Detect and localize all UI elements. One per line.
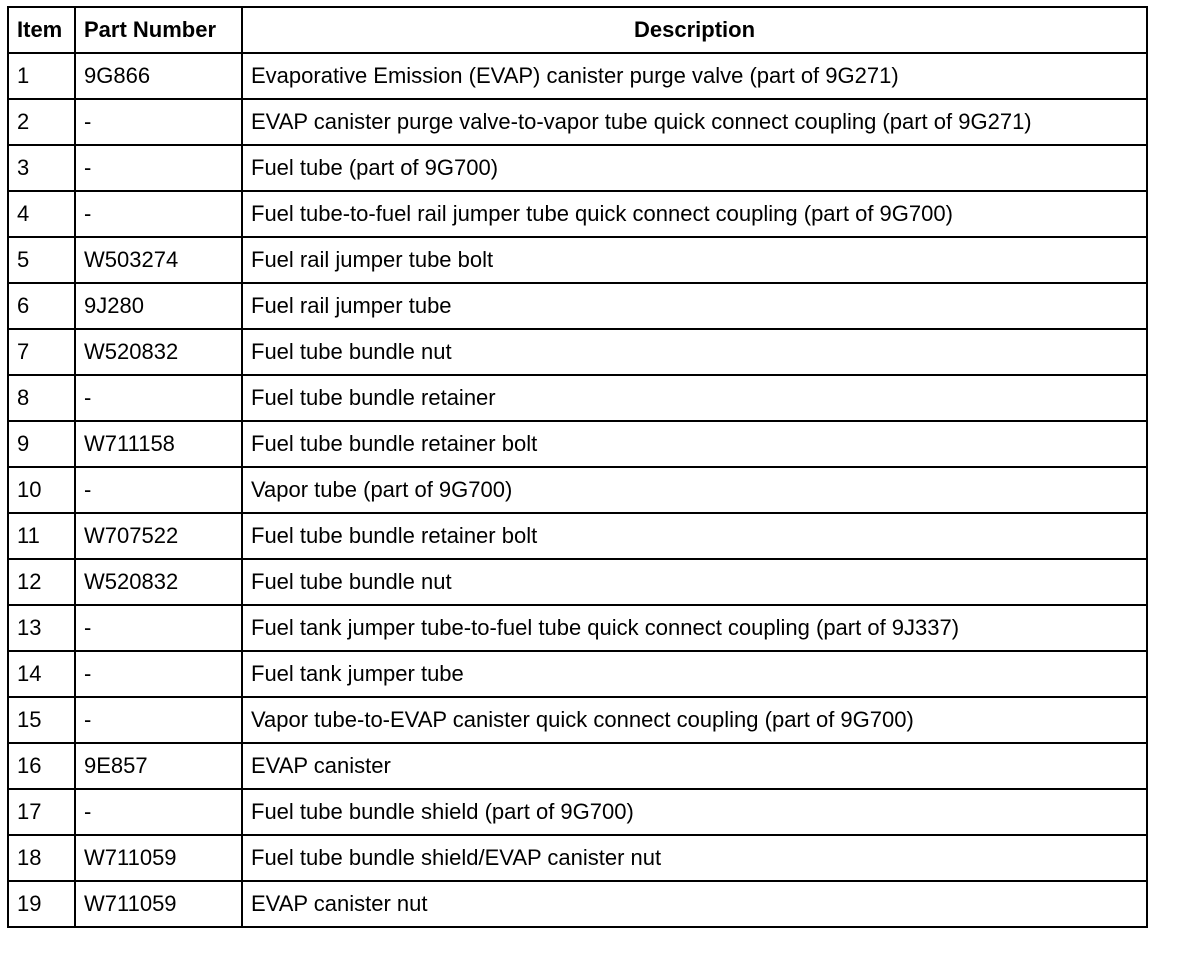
table-row bbox=[8, 375, 1147, 421]
part-number-cell: - bbox=[75, 651, 242, 697]
table-row bbox=[8, 513, 1147, 559]
table-row bbox=[8, 835, 1147, 881]
item-cell: 19 bbox=[8, 881, 75, 927]
table-row bbox=[8, 237, 1147, 283]
table-row bbox=[8, 53, 1147, 99]
item-cell: 2 bbox=[8, 99, 75, 145]
item-cell: 17 bbox=[8, 789, 75, 835]
description-cell: Fuel tube bundle nut bbox=[242, 559, 1147, 605]
item-cell: 5 bbox=[8, 237, 75, 283]
description-cell: Fuel tank jumper tube-to-fuel tube quick connect coupling (part of 9J337) bbox=[242, 605, 1147, 651]
header-item: Item bbox=[8, 7, 75, 53]
description-cell: Fuel tube bundle retainer bolt bbox=[242, 421, 1147, 467]
description-cell: Fuel rail jumper tube bolt bbox=[242, 237, 1147, 283]
table-row bbox=[8, 651, 1147, 697]
table-row bbox=[8, 467, 1147, 513]
description-cell: Fuel tube bundle retainer bolt bbox=[242, 513, 1147, 559]
table-body bbox=[8, 53, 1147, 927]
part-number-cell: - bbox=[75, 697, 242, 743]
part-number-cell: 9G866 bbox=[75, 53, 242, 99]
table-row bbox=[8, 421, 1147, 467]
table-row bbox=[8, 191, 1147, 237]
description-cell: Vapor tube (part of 9G700) bbox=[242, 467, 1147, 513]
table-row bbox=[8, 881, 1147, 927]
description-cell: Fuel tube bundle retainer bbox=[242, 375, 1147, 421]
description-cell: EVAP canister bbox=[242, 743, 1147, 789]
description-cell: Fuel tube (part of 9G700) bbox=[242, 145, 1147, 191]
part-number-cell: - bbox=[75, 375, 242, 421]
part-number-cell: 9E857 bbox=[75, 743, 242, 789]
part-number-cell: W520832 bbox=[75, 559, 242, 605]
table-row bbox=[8, 605, 1147, 651]
table-row bbox=[8, 789, 1147, 835]
description-cell: Fuel tank jumper tube bbox=[242, 651, 1147, 697]
item-cell: 4 bbox=[8, 191, 75, 237]
description-cell: EVAP canister nut bbox=[242, 881, 1147, 927]
part-number-cell: - bbox=[75, 145, 242, 191]
item-cell: 11 bbox=[8, 513, 75, 559]
item-cell: 10 bbox=[8, 467, 75, 513]
description-cell: Fuel rail jumper tube bbox=[242, 283, 1147, 329]
description-cell: Evaporative Emission (EVAP) canister purge valve (part of 9G271) bbox=[242, 53, 1147, 99]
item-cell: 14 bbox=[8, 651, 75, 697]
part-number-cell: W711059 bbox=[75, 835, 242, 881]
table-row bbox=[8, 559, 1147, 605]
item-cell: 7 bbox=[8, 329, 75, 375]
part-number-cell: W711059 bbox=[75, 881, 242, 927]
header-description: Description bbox=[242, 7, 1147, 53]
table-row bbox=[8, 743, 1147, 789]
item-cell: 15 bbox=[8, 697, 75, 743]
table-row bbox=[8, 283, 1147, 329]
part-number-cell: - bbox=[75, 467, 242, 513]
header-row bbox=[8, 7, 1147, 53]
item-cell: 12 bbox=[8, 559, 75, 605]
item-cell: 18 bbox=[8, 835, 75, 881]
item-cell: 3 bbox=[8, 145, 75, 191]
part-number-cell: - bbox=[75, 605, 242, 651]
part-number-cell: 9J280 bbox=[75, 283, 242, 329]
item-cell: 16 bbox=[8, 743, 75, 789]
description-cell: Fuel tube bundle shield/EVAP canister nut bbox=[242, 835, 1147, 881]
parts-table bbox=[7, 6, 1148, 928]
table-row bbox=[8, 697, 1147, 743]
item-cell: 8 bbox=[8, 375, 75, 421]
table-row bbox=[8, 99, 1147, 145]
item-cell: 6 bbox=[8, 283, 75, 329]
description-cell: EVAP canister purge valve-to-vapor tube quick connect coupling (part of 9G271) bbox=[242, 99, 1147, 145]
description-cell: Fuel tube-to-fuel rail jumper tube quick connect coupling (part of 9G700) bbox=[242, 191, 1147, 237]
description-cell: Fuel tube bundle nut bbox=[242, 329, 1147, 375]
part-number-cell: - bbox=[75, 191, 242, 237]
table-row bbox=[8, 329, 1147, 375]
description-cell: Fuel tube bundle shield (part of 9G700) bbox=[242, 789, 1147, 835]
part-number-cell: - bbox=[75, 99, 242, 145]
part-number-cell: W503274 bbox=[75, 237, 242, 283]
part-number-cell: W520832 bbox=[75, 329, 242, 375]
item-cell: 13 bbox=[8, 605, 75, 651]
part-number-cell: - bbox=[75, 789, 242, 835]
part-number-cell: W711158 bbox=[75, 421, 242, 467]
table-header bbox=[8, 7, 1147, 53]
description-cell: Vapor tube-to-EVAP canister quick connect coupling (part of 9G700) bbox=[242, 697, 1147, 743]
item-cell: 1 bbox=[8, 53, 75, 99]
item-cell: 9 bbox=[8, 421, 75, 467]
table-row bbox=[8, 145, 1147, 191]
header-part-number: Part Number bbox=[75, 7, 242, 53]
part-number-cell: W707522 bbox=[75, 513, 242, 559]
